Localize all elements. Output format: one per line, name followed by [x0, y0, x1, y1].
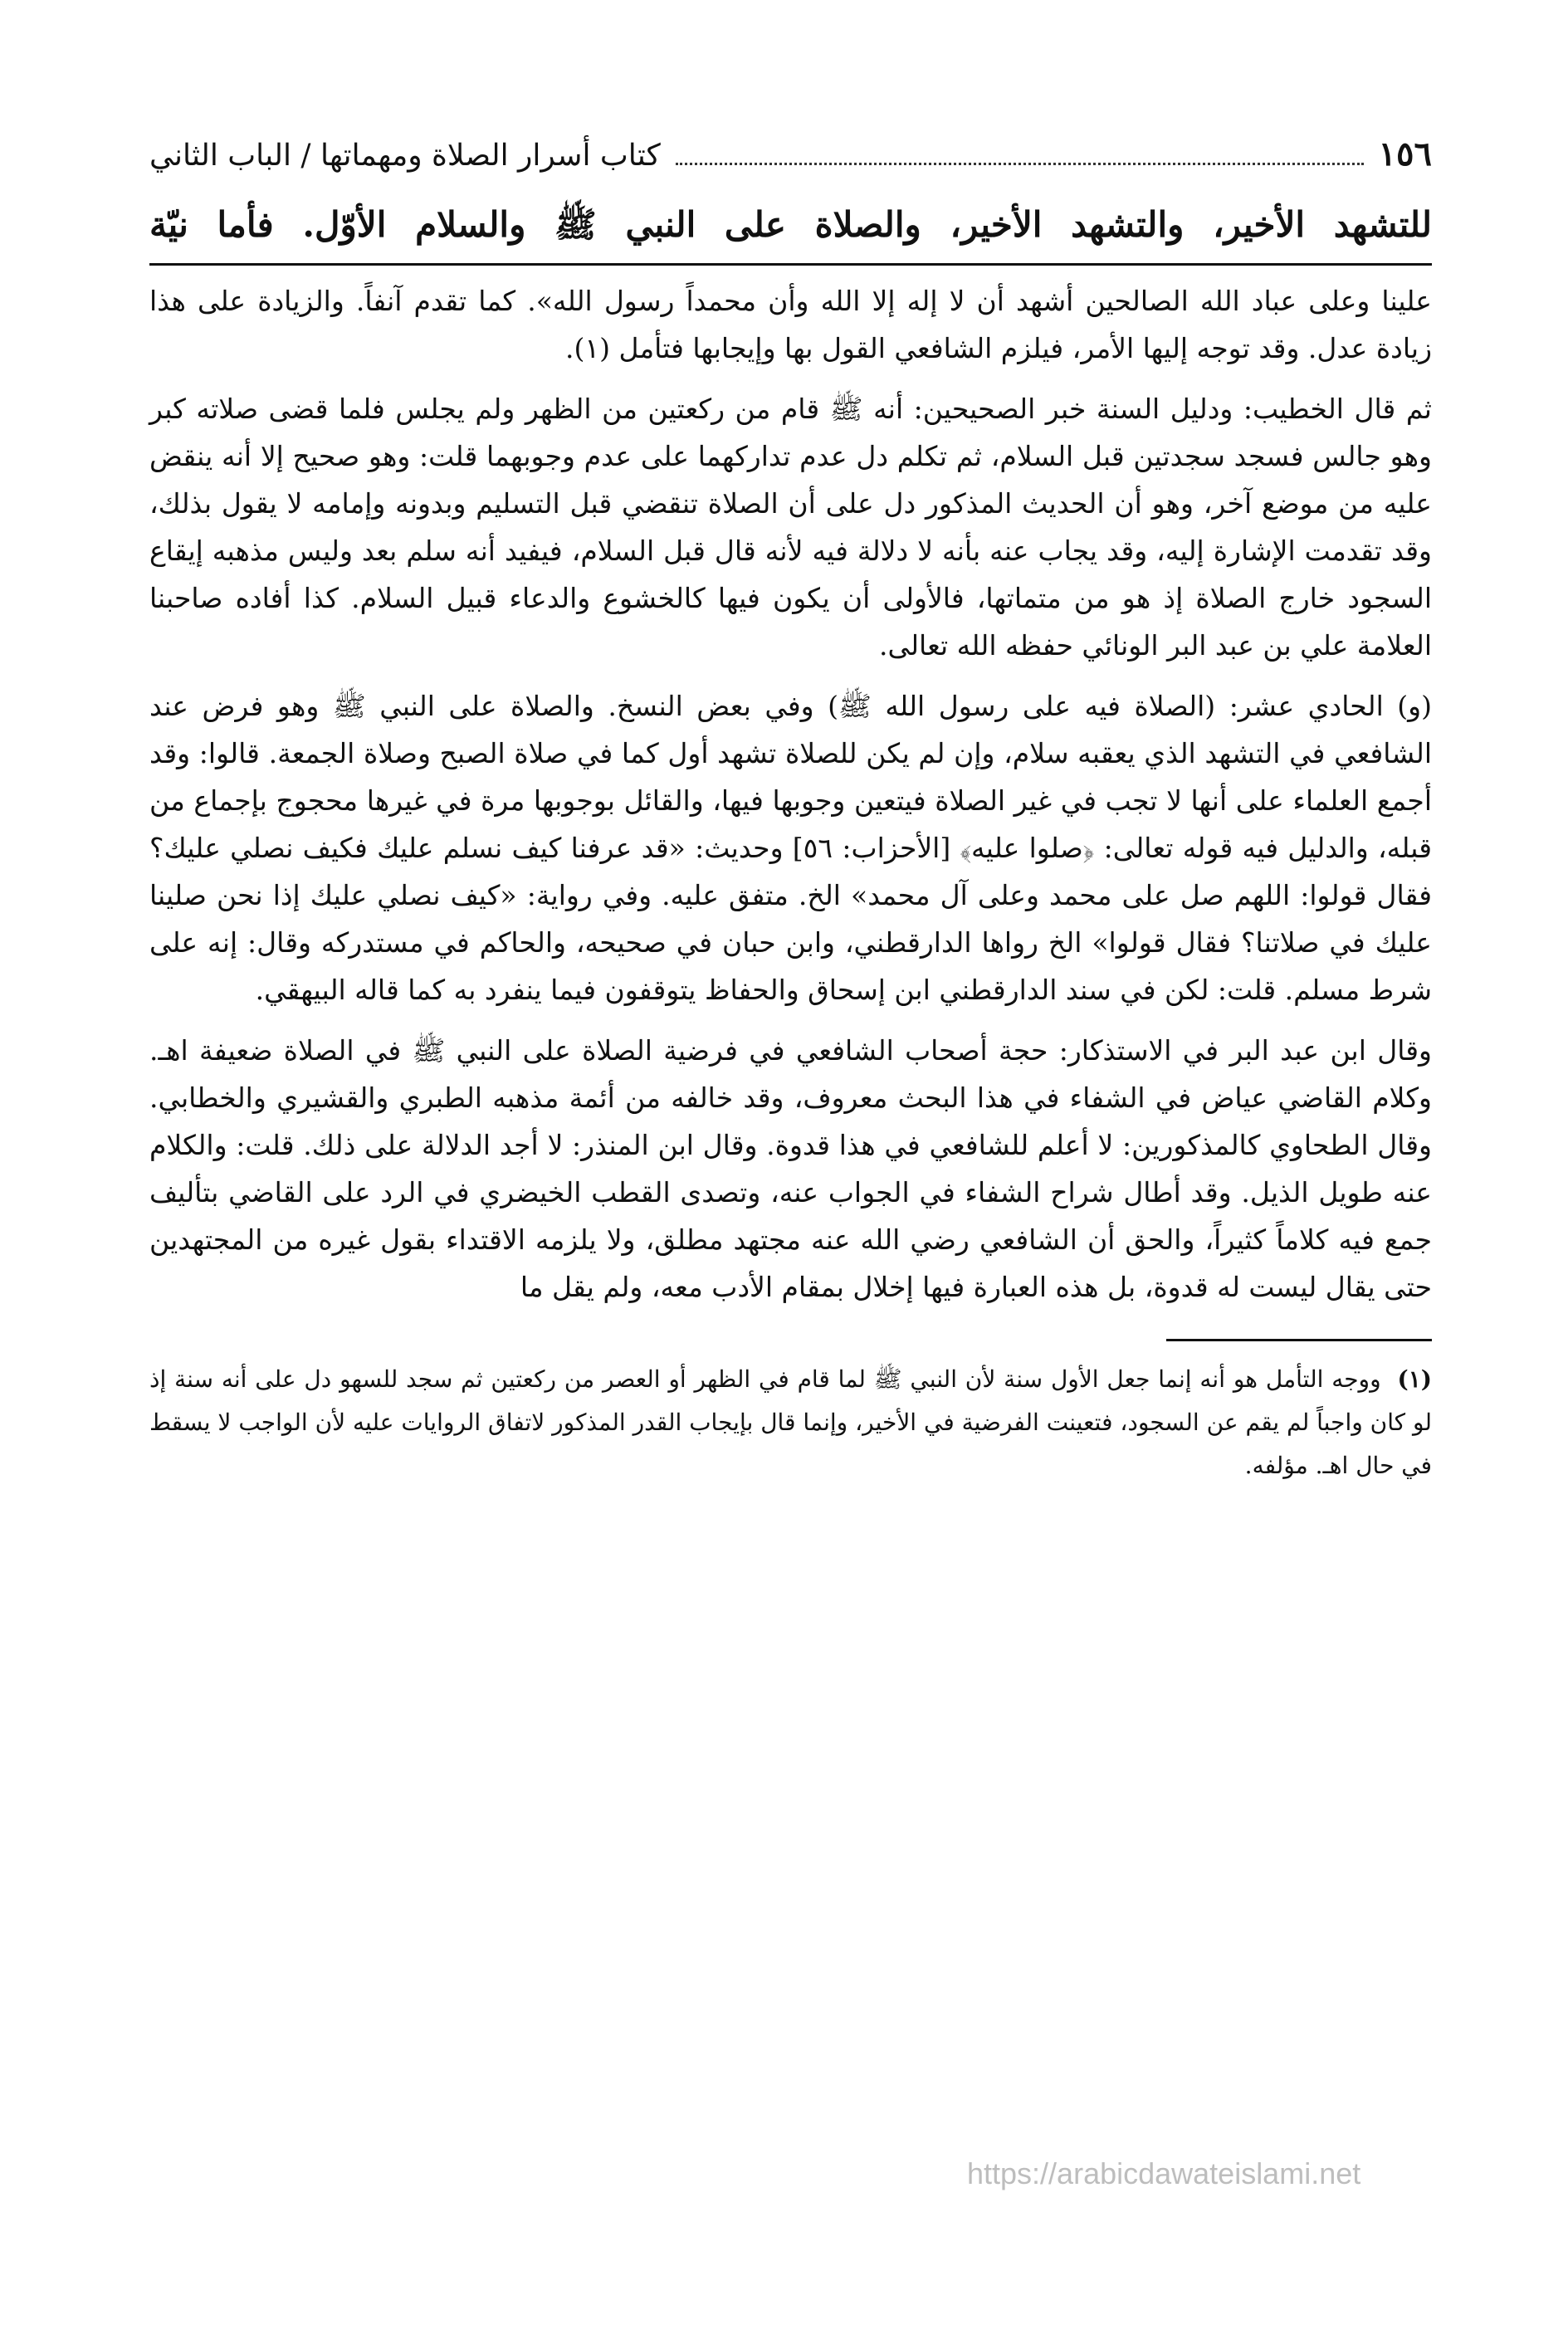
header-dot-leader	[676, 137, 1364, 165]
page-number: ١٥٦	[1378, 134, 1432, 173]
commentary-paragraph: (و) الحادي عشر: (الصلاة فيه على رسول الله ﷺ) وفي بعض النسخ. والصلاة على النبي ﷺ وهو فرض عند الشافعي في التشهد الذي يعقبه سلام، وإن لم يكن للصلاة تشهد أول كما في صلاة الصبح وصلاة الجمعة. قالوا: وقد أجمع العلماء على أنها لا تجب في غير الصلاة فيتعين وجوبها فيها، والقائل بوجوبها مرة في غيرها محجوج بإجماع من قبله، والدليل فيه قوله تعالى: ﴿صلوا عليه﴾ [الأحزاب: ٥٦] وحديث: «قد عرفنا كيف نسلم عليك فكيف نصلي عليك؟ فقال قولوا: اللهم صل على محمد وعلى آل محمد» الخ. متفق عليه. وفي رواية: «كيف نصلي عليك إذا نحن صلينا عليك في صلاتنا؟ فقال قولوا» الخ رواها الدارقطني، وابن حبان في صحيحه، والحاكم في مستدركه وقال: إنه على شرط مسلم. قلت: لكن في سند الدارقطني ابن إسحاق والحفاظ يتوقفون فيما ينفرد به كما قاله البيهقي.	[149, 690, 1433, 1006]
commentary-body	[149, 277, 1432, 1311]
book-page	[149, 125, 1432, 1487]
watermark-url: https://arabicdawateislami.net	[967, 2156, 1361, 2190]
running-header-title: كتاب أسرار الصلاة ومهماتها / الباب الثاني	[149, 139, 661, 173]
footnote-separator	[1166, 1339, 1432, 1341]
commentary-paragraph: ثم قال الخطيب: ودليل السنة خبر الصحيحين: أنه ﷺ قام من ركعتين من الظهر ولم يجلس فلما قضى صلاته كبر وهو جالس فسجد سجدتين قبل السلام، ثم تكلم دل عدم تداركهما على عدم وجوبهما قلت: وهو صحيح إلا أنه ينقض عليه من موضع آخر، وهو أن الحديث المذكور دل على أن الصلاة تنقضي قبل التسليم وبدونه وإمامه لا يقول بذلك، وقد تقدمت الإشارة إليه، وقد يجاب عنه بأنه لا دلالة فيه لأنه قال قبل السلام، فيفيد أنه سلم بعد وليس مذهبه إيقاع السجود خارج الصلاة إذ هو من متماتها، فالأولى أن يكون فيها كالخشوع والدعاء قبيل السلام. كذا أفاده صاحبنا العلامة علي بن عبد البر الونائي حفظه الله تعالى.	[149, 393, 1432, 662]
main-text-line: للتشهد الأخير، والتشهد الأخير، والصلاة على النبي ﷺ والسلام الأوّل. فأما نيّة	[149, 184, 1432, 266]
commentary-paragraph: علينا وعلى عباد الله الصالحين أشهد أن لا إله إلا الله وأن محمداً رسول الله». كما تقدم آنفاً. والزيادة على هذا زيادة عدل. وقد توجه إليها الأمر، فيلزم الشافعي القول بها وإيجابها فتأمل (١).	[149, 285, 1432, 364]
commentary-paragraph: وقال ابن عبد البر في الاستذكار: حجة أصحاب الشافعي في فرضية الصلاة على النبي ﷺ في الصلاة ضعيفة اهـ. وكلام القاضي عياض في الشفاء في هذا البحث معروف، وقد خالفه من أئمة مذهبه الطبري والقشيري والخطابي. وقال الطحاوي كالمذكورين: لا أعلم للشافعي في هذا قدوة. وقال ابن المنذر: لا أجد الدلالة على ذلك. قلت: والكلام عنه طويل الذيل. وقد أطال شراح الشفاء في الجواب عنه، وتصدى القطب الخيضري في الرد على القاضي بتأليف جمع فيه كلاماً كثيراً، والحق أن الشافعي رضي الله عنه مجتهد مطلق، ولا يلزمه الاقتداء بقول غيره من المجتهدين حتى يقال ليست له قدوة، بل هذه العبارة فيها إخلال بمقام الأدب معه، ولم يقل ما	[149, 1034, 1432, 1303]
footnote	[149, 1358, 1432, 1487]
footnote-text: ووجه التأمل هو أنه إنما جعل الأول سنة لأن النبي ﷺ لما قام في الظهر أو العصر من ركعتين ثم سجد للسهو دل على أنه سنة إذ لو كان واجباً لم يقم عن السجود، فتعينت الفرضية في الأخير، وإنما قال بإيجاب القدر المذكور لاتفاق الروايات عليه لأن الواجب لا يسقط في حال اهـ. مؤلفه.	[149, 1365, 1432, 1479]
footnote-number: (١)	[1397, 1365, 1432, 1393]
running-header	[149, 125, 1432, 184]
